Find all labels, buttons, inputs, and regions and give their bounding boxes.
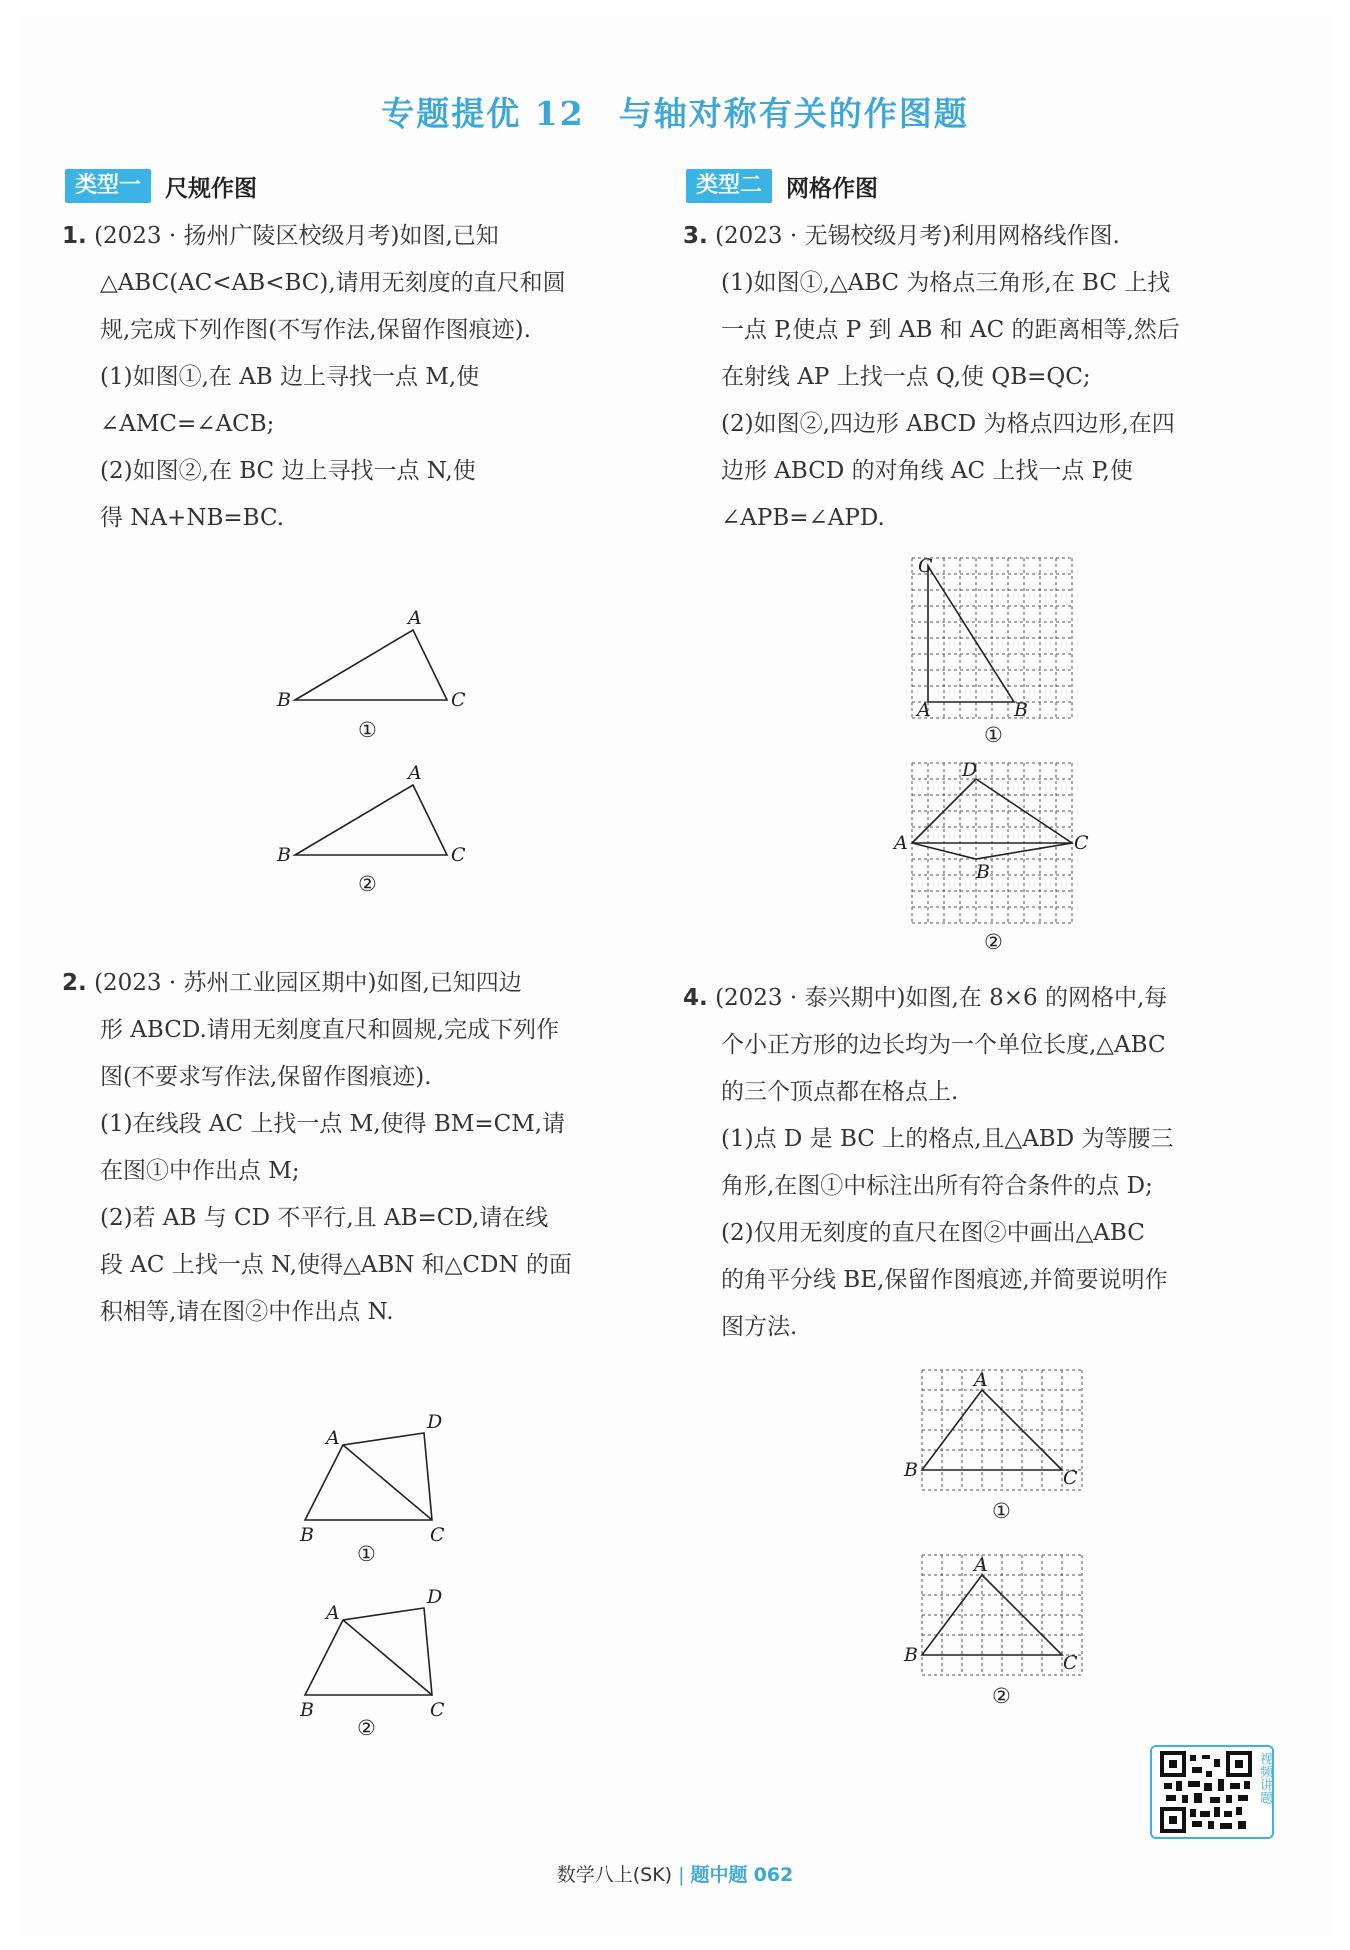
figure-caption: ① [358,718,377,742]
vertex-label-d: D [427,1586,443,1608]
problem-line: (2)若 AB 与 CD 不平行,且 AB=CD,请在线 [100,1205,549,1231]
page-footer [0,1860,1350,1887]
problem-line: 规,完成下列作图(不写作法,保留作图痕迹). [100,317,531,343]
vertex-label-b: B [976,861,990,883]
problem-line: △ABC(AC<AB<BC),请用无刻度的直尺和圆 [100,270,566,296]
problem-line: (1)如图①,△ABC 为格点三角形,在 BC 上找 [721,270,1171,296]
vertex-label-b: B [277,844,291,866]
problem-line: 得 NA+NB=BC. [100,505,285,531]
grid-figure-2 [903,1554,1082,1708]
vertex-label-a: A [974,1554,988,1576]
problem-1 [62,213,662,542]
section-badge: 类型二 [686,169,772,203]
vertex-label-b: B [300,1524,314,1546]
vertex-label-c: C [451,844,466,866]
vertex-label-d: D [962,759,978,781]
vertex-label-a: A [974,1369,988,1391]
vertex-label-b: B [1014,699,1028,721]
figure-caption: ① [357,1542,376,1566]
vertex-label-c: C [451,689,466,711]
problem-line: (1)如图①,在 AB 边上寻找一点 M,使 [100,364,480,390]
problem-1-figures [270,600,480,900]
qr-code-icon [1158,1749,1254,1835]
vertex-label-a: A [408,762,422,784]
problem-number: 4. [683,985,708,1011]
problem-line: (1)点 D 是 BC 上的格点,且△ABD 为等腰三 [721,1126,1174,1152]
problem-number: 1. [62,223,87,249]
vertex-label-c: C [1063,1467,1078,1489]
section-type-2-header [686,168,878,204]
vertex-label-b: B [904,1644,918,1666]
problem-line: 段 AC 上找一点 N,使得△ABN 和△CDN 的面 [100,1252,572,1278]
vertex-label-a: A [894,832,908,854]
vertex-label-a: A [917,699,931,721]
problem-line: (2)仅用无刻度的直尺在图②中画出△ABC [721,1220,1145,1246]
problem-line: 在射线 AP 上找一点 Q,使 QB=QC; [721,364,1091,390]
problem-line: 一点 P,使点 P 到 AB 和 AC 的距离相等,然后 [721,317,1180,343]
section-badge: 类型一 [65,169,151,203]
problem-line: (2023 · 无锡校级月考)利用网格线作图. [715,223,1120,249]
quadrilateral-figure-1 [299,1411,445,1566]
problem-2-figures [290,1400,470,1740]
problem-number: 2. [62,970,87,996]
vertex-label-c: C [1074,832,1089,854]
problem-3 [683,213,1293,542]
vertex-label-c: C [1063,1652,1078,1674]
vertex-label-a: A [408,607,422,629]
problem-3-figures [890,550,1090,965]
vertex-label-d: D [427,1411,443,1433]
section-title: 尺规作图 [165,175,258,202]
section-title: 网格作图 [786,175,879,202]
grid-figure-1 [912,555,1072,747]
dashed-grid [912,558,1072,718]
problem-line: 在图①中作出点 M; [100,1158,300,1184]
brand-name: 题中题 [690,1864,748,1886]
book-name: 数学八上(SK) [556,1864,673,1886]
figure-caption: ② [984,930,1003,954]
dashed-grid [922,1555,1082,1675]
problem-line: 积相等,请在图②中作出点 N. [100,1299,394,1325]
problem-line: 的三个顶点都在格点上. [721,1079,959,1105]
figure-caption: ② [358,872,377,896]
problem-line: 的角平分线 BE,保留作图痕迹,并简要说明作 [721,1267,1168,1293]
problem-line: 个小正方形的边长均为一个单位长度,△ABC [721,1032,1166,1058]
problem-line: (2)如图②,在 BC 边上寻找一点 N,使 [100,458,476,484]
grid-figure-2 [892,759,1089,954]
quadrilateral-figure-2 [299,1586,445,1740]
problem-line: (2)如图②,四边形 ABCD 为格点四边形,在四 [721,411,1175,437]
problem-number: 3. [683,223,708,249]
vertex-label-c: C [430,1524,445,1546]
problem-4-figures [900,1360,1100,1725]
vertex-label-b: B [300,1699,314,1721]
grid-figure-1 [903,1369,1082,1523]
problem-line: 角形,在图①中标注出所有符合条件的点 D; [721,1173,1153,1199]
page-number: 062 [753,1864,794,1886]
footer-divider: | [678,1864,685,1886]
problem-2 [62,960,662,1336]
problem-line: (2023 · 苏州工业园区期中)如图,已知四边 [94,970,522,996]
vertex-label-c: C [430,1699,445,1721]
vertex-label-c: C [918,555,933,577]
dashed-grid [922,1370,1082,1490]
qr-code-label: 视频讲题 [1257,1752,1272,1804]
problem-line: 图方法. [721,1314,798,1340]
problem-4 [683,975,1293,1351]
figure-caption: ① [984,723,1003,747]
triangle-figure-2 [276,762,466,896]
vertex-label-a: A [326,1602,340,1624]
vertex-label-a: A [326,1427,340,1449]
figure-caption: ① [992,1499,1011,1523]
triangle-figure-1 [276,607,466,742]
figure-caption: ② [357,1716,376,1740]
vertex-label-b: B [277,689,291,711]
problem-line: (2023 · 扬州广陵区校级月考)如图,已知 [94,223,499,249]
section-type-1-header [65,168,257,204]
page-title: 专题提优 12 与轴对称有关的作图题 [381,94,969,133]
problem-line: (2023 · 泰兴期中)如图,在 8×6 的网格中,每 [715,985,1168,1011]
problem-line: 形 ABCD.请用无刻度直尺和圆规,完成下列作 [100,1017,560,1043]
figure-caption: ② [992,1684,1011,1708]
problem-line: 图(不要求写作法,保留作图痕迹). [100,1064,432,1090]
problem-line: (1)在线段 AC 上找一点 M,使得 BM=CM,请 [100,1111,566,1137]
problem-line: 边形 ABCD 的对角线 AC 上找一点 P,使 [721,458,1133,484]
vertex-label-b: B [904,1459,918,1481]
problem-line: ∠APB=∠APD. [721,505,885,531]
problem-line: ∠AMC=∠ACB; [100,411,275,437]
